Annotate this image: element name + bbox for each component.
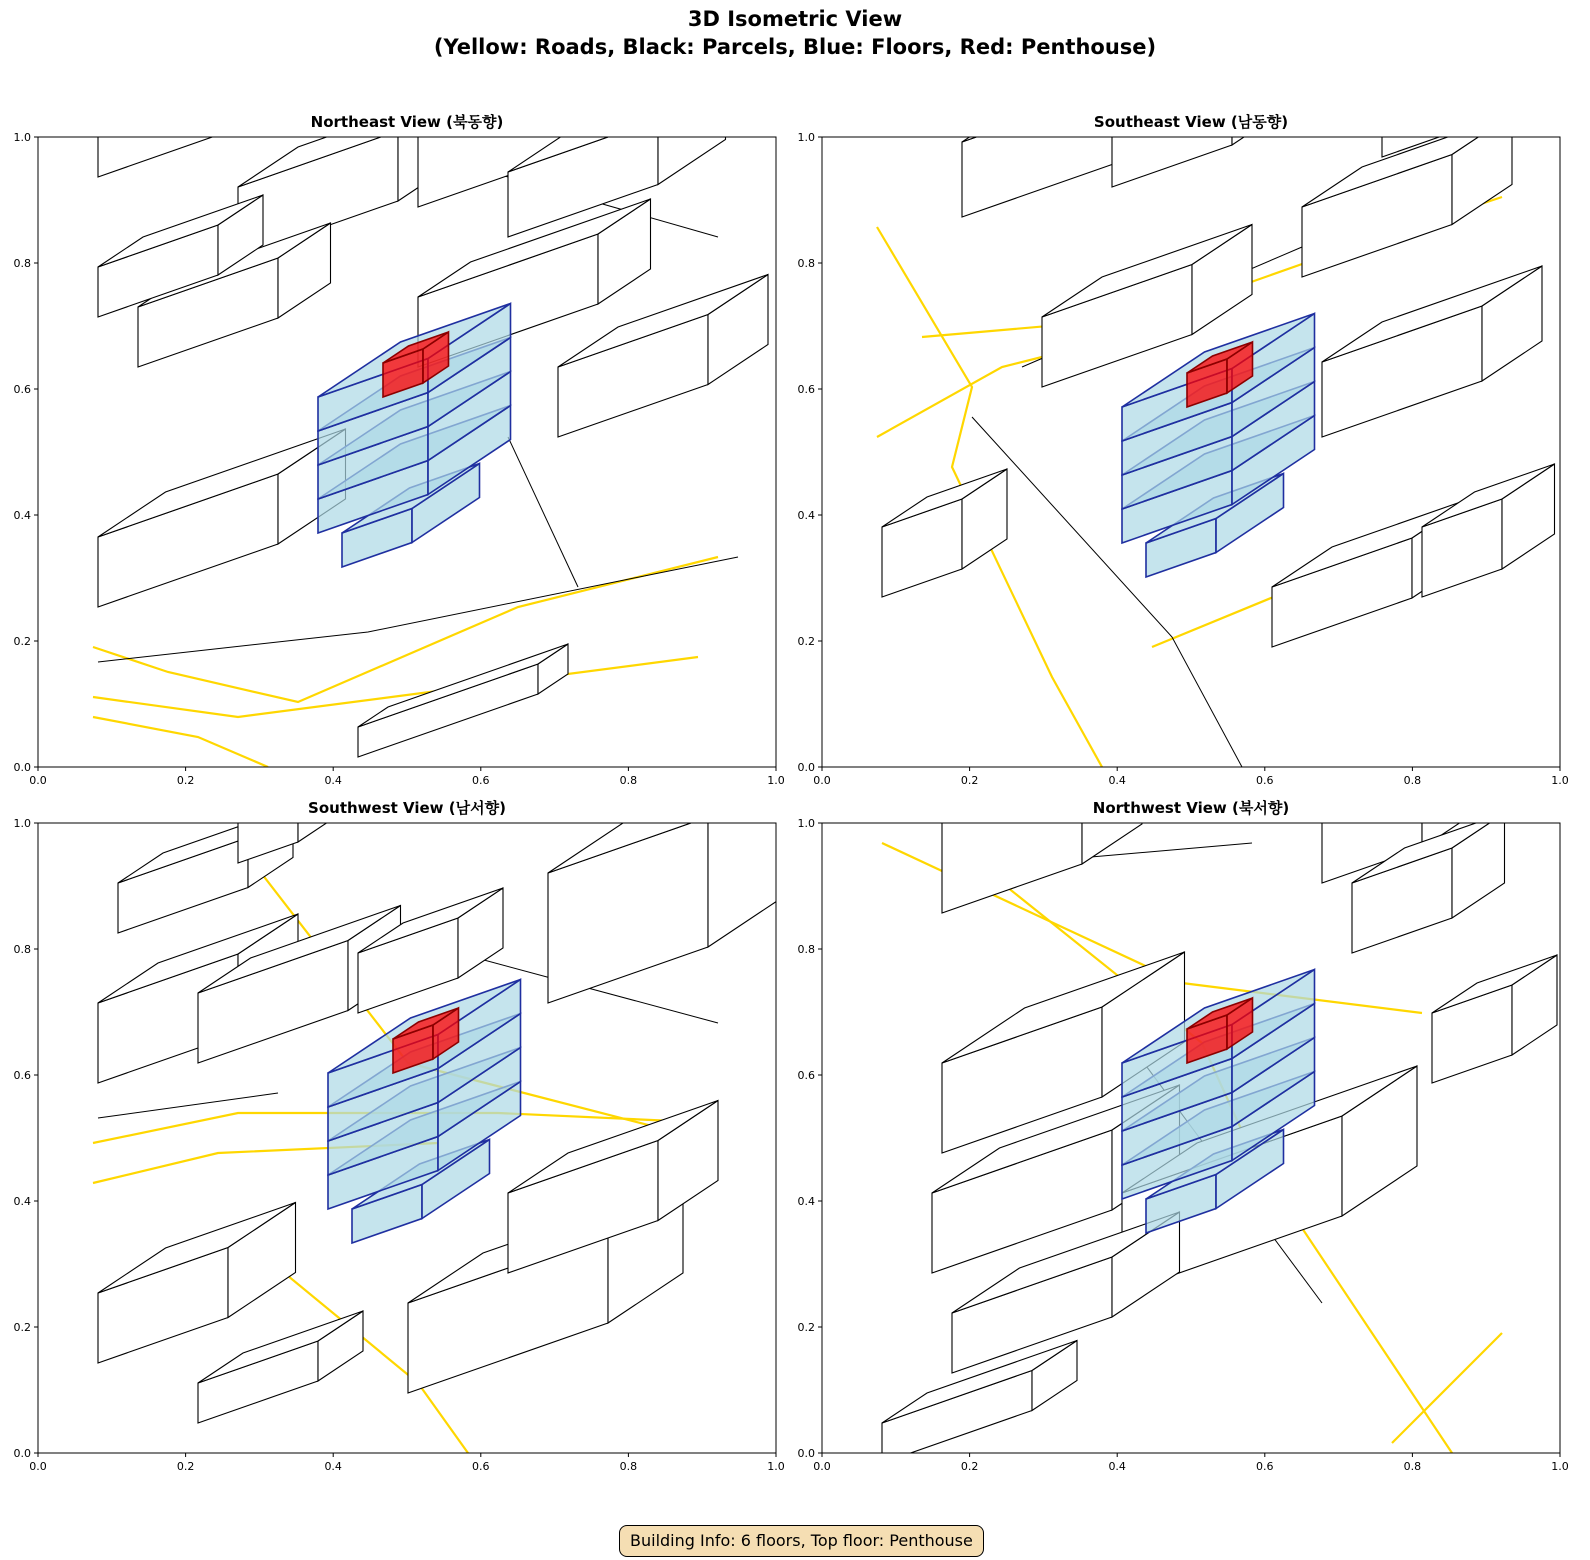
panel-title: Southeast View (남동향) — [1093, 113, 1289, 131]
y-tick-label: 1.0 — [13, 817, 31, 830]
context-building-top-face — [1382, 49, 1492, 97]
y-tick-label: 1.0 — [797, 131, 815, 144]
x-tick-label: 0.2 — [176, 1460, 195, 1473]
x-tick-label: 0.4 — [1108, 1460, 1126, 1473]
x-tick-label: 0.2 — [960, 1460, 979, 1473]
figure-title-line2: (Yellow: Roads, Black: Parcels, Blue: Floors, Red: Penthouse) — [433, 35, 1157, 59]
y-tick-label: 0.6 — [13, 1069, 31, 1082]
y-tick-label: 0.0 — [797, 761, 815, 774]
panel-northwest-view — [798, 704, 1569, 1473]
x-tick-label: 0.4 — [324, 1460, 342, 1473]
x-tick-label: 0.8 — [1403, 774, 1422, 787]
y-tick-label: 1.0 — [13, 131, 31, 144]
y-tick-label: 0.8 — [797, 943, 815, 956]
x-tick-label: 0.2 — [176, 774, 195, 787]
panel-title: Northwest View (북서향) — [1092, 799, 1290, 817]
context-building-side-face — [268, 0, 321, 118]
y-tick-label: 0.2 — [13, 1321, 31, 1334]
building-info-box: Building Info: 6 floors, Top floor: Penthouse — [619, 1525, 984, 1557]
x-tick-label: 1.0 — [1551, 1460, 1569, 1473]
y-tick-label: 0.0 — [797, 1447, 815, 1460]
y-tick-label: 1.0 — [797, 817, 815, 830]
y-tick-label: 0.6 — [797, 1069, 815, 1082]
y-tick-label: 0.4 — [13, 509, 31, 522]
x-tick-label: 0.0 — [813, 774, 831, 787]
y-tick-label: 0.6 — [13, 383, 31, 396]
x-tick-label: 0.6 — [472, 1460, 490, 1473]
y-tick-label: 0.2 — [13, 635, 31, 648]
x-tick-label: 1.0 — [1551, 774, 1569, 787]
panel-southwest-view — [14, 732, 799, 1473]
x-tick-label: 0.0 — [29, 774, 47, 787]
x-tick-label: 0.6 — [1256, 774, 1274, 787]
figure-title-line1: 3D Isometric View — [687, 7, 903, 31]
plot-area — [822, 704, 1560, 1463]
y-tick-label: 0.2 — [797, 635, 815, 648]
x-tick-label: 0.0 — [29, 1460, 47, 1473]
context-building-top-face — [98, 0, 321, 82]
panel-southeast-view — [798, 17, 1569, 788]
x-tick-label: 0.8 — [1403, 1460, 1422, 1473]
y-tick-label: 0.8 — [13, 257, 31, 270]
x-tick-label: 0.8 — [619, 774, 638, 787]
x-tick-label: 0.2 — [960, 774, 979, 787]
x-tick-label: 0.4 — [324, 774, 342, 787]
y-tick-label: 0.0 — [13, 1447, 31, 1460]
y-tick-label: 0.8 — [797, 257, 815, 270]
plot-area — [38, 732, 798, 1453]
y-tick-label: 0.6 — [797, 383, 815, 396]
x-tick-label: 0.6 — [1256, 1460, 1274, 1473]
panel-title: Southwest View (남서향) — [308, 799, 506, 817]
panel-title: Northeast View (북동향) — [310, 113, 504, 131]
y-tick-label: 0.4 — [797, 509, 815, 522]
x-tick-label: 0.8 — [619, 1460, 638, 1473]
x-tick-label: 1.0 — [767, 1460, 785, 1473]
y-tick-label: 0.0 — [13, 761, 31, 774]
x-tick-label: 1.0 — [767, 774, 785, 787]
y-tick-label: 0.4 — [797, 1195, 815, 1208]
context-building-side-face — [1232, 60, 1285, 145]
y-tick-label: 0.4 — [13, 1195, 31, 1208]
x-tick-label: 0.0 — [813, 1460, 831, 1473]
context-building-side-face — [1462, 49, 1492, 129]
panel-northeast-view — [14, 0, 785, 787]
x-tick-label: 0.6 — [472, 774, 490, 787]
x-tick-label: 0.4 — [1108, 774, 1126, 787]
y-tick-label: 0.8 — [13, 943, 31, 956]
y-tick-label: 0.2 — [797, 1321, 815, 1334]
